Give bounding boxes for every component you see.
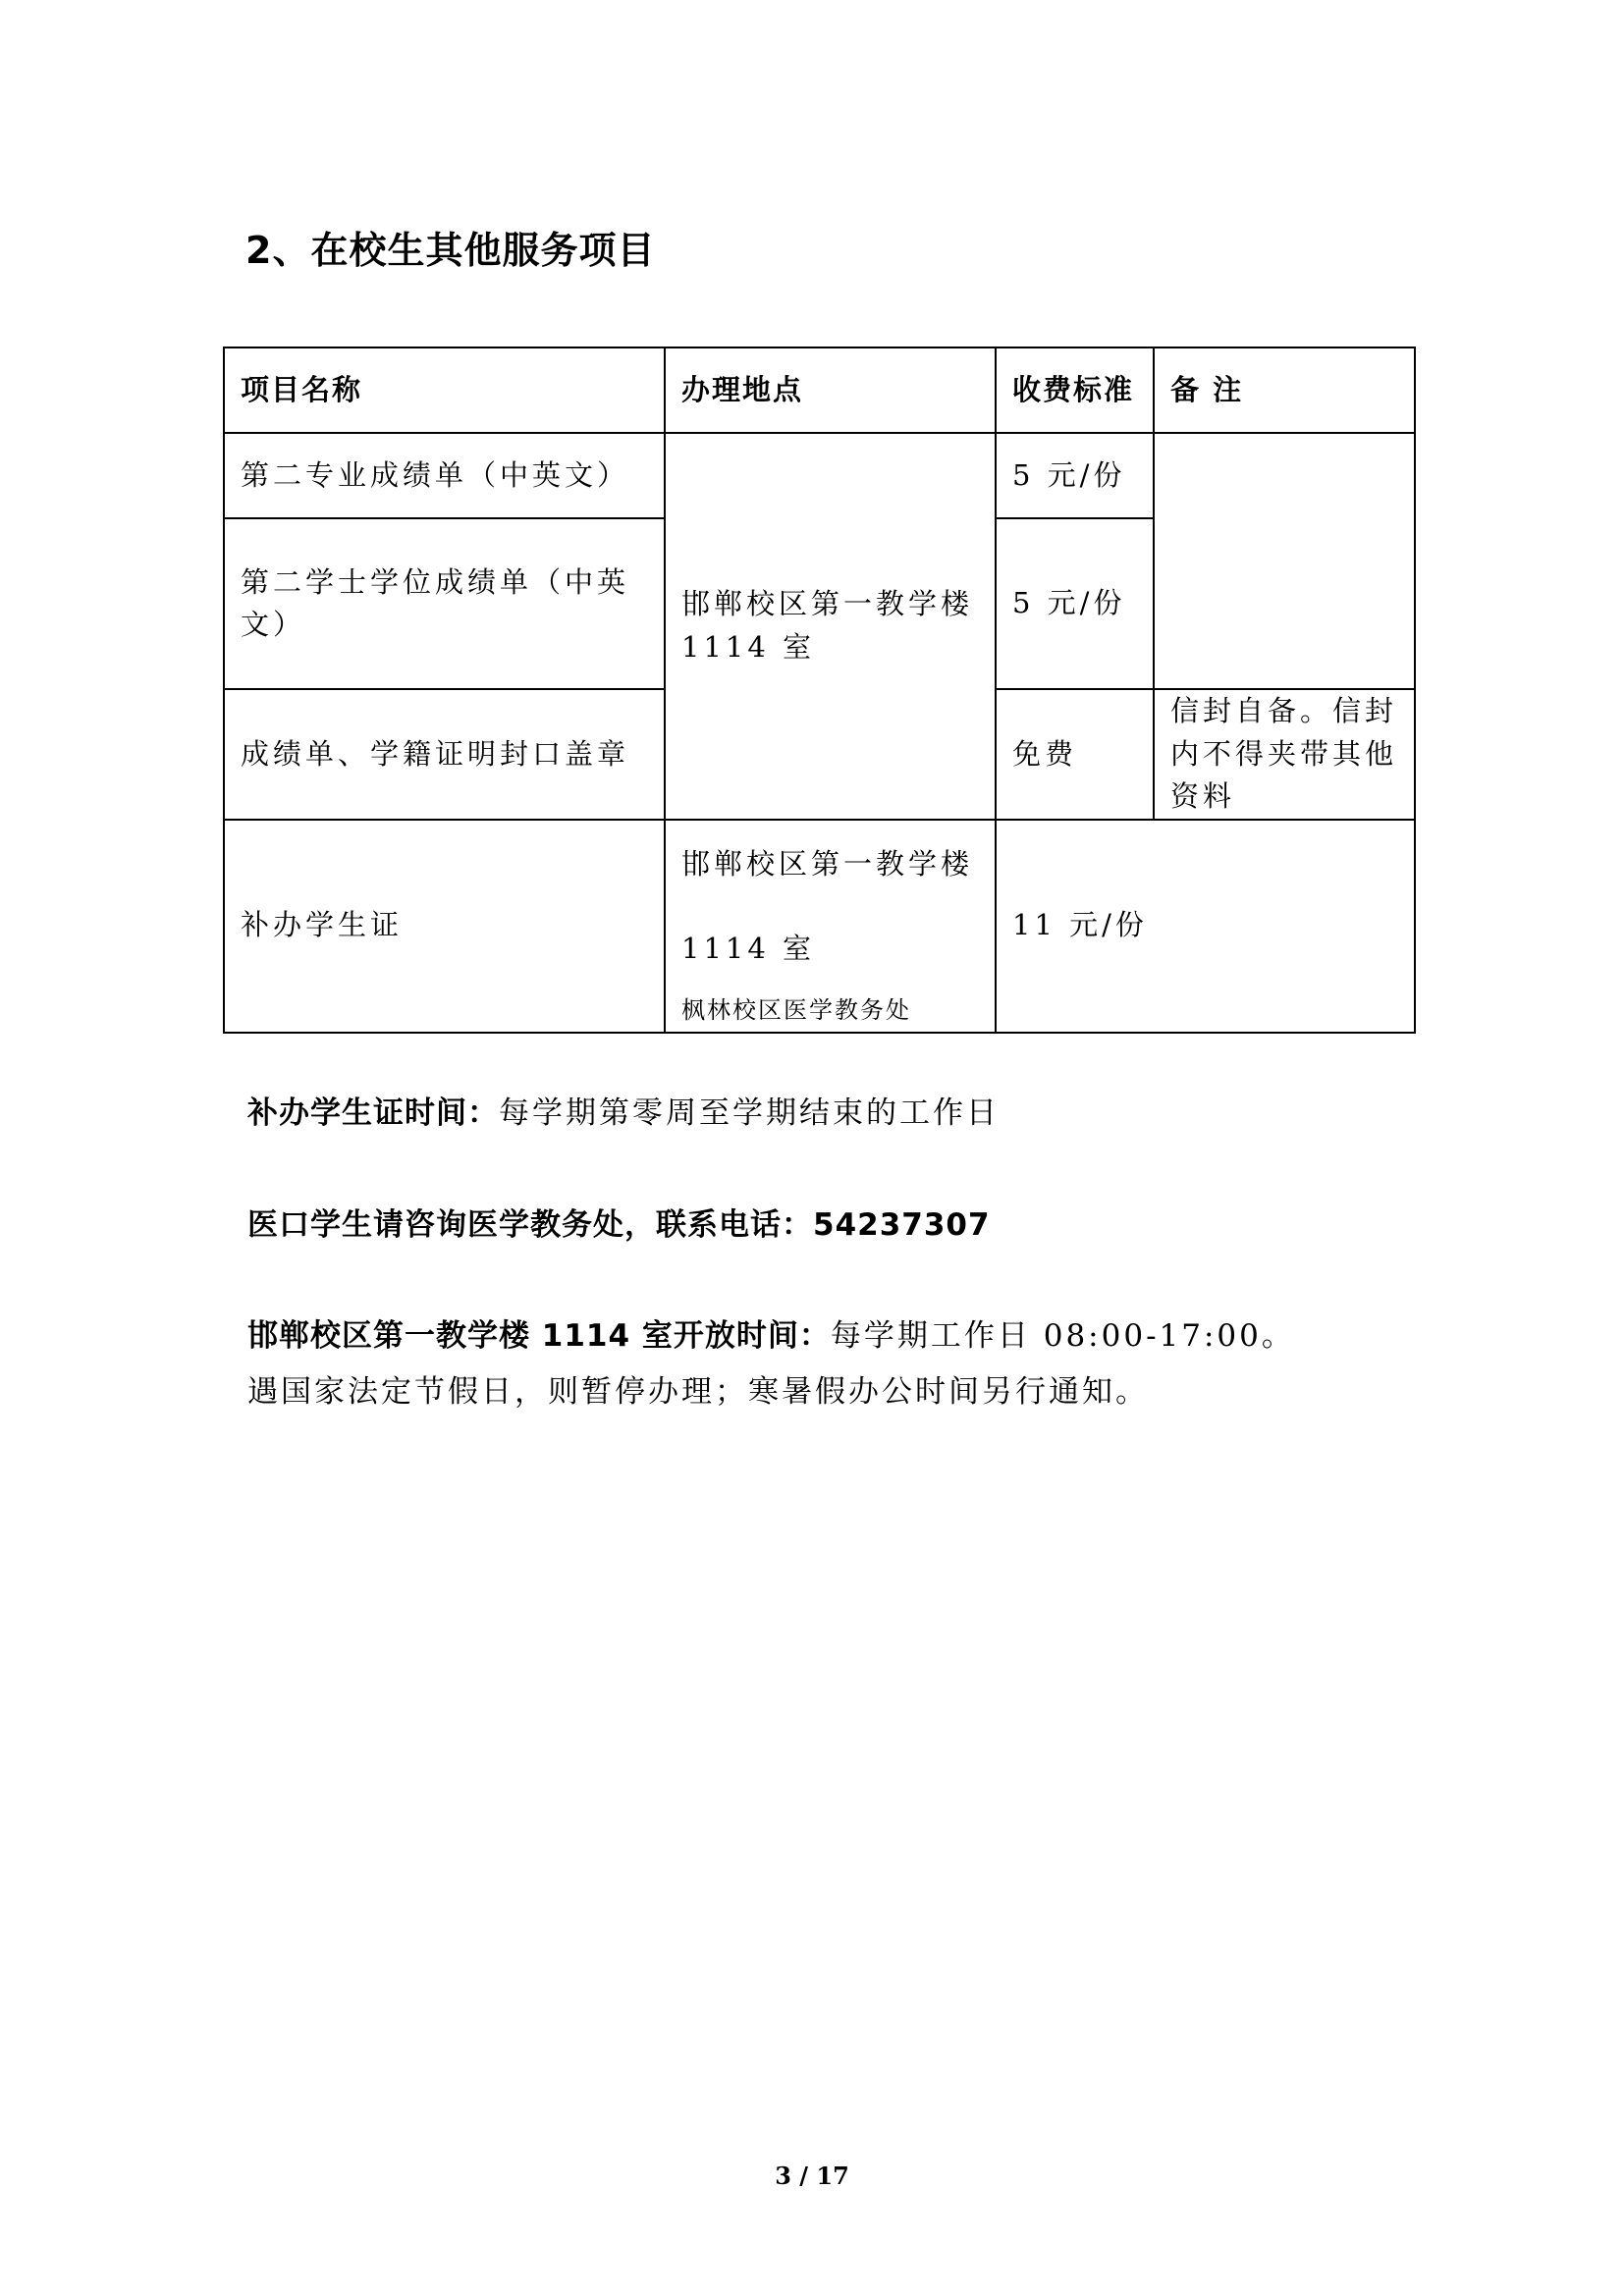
item-name: 第二专业成绩单（中英文）	[224, 433, 665, 518]
service-table	[223, 347, 1416, 1034]
item-name: 成绩单、学籍证明封口盖章	[224, 689, 665, 820]
fee-cell: 免费	[996, 689, 1154, 820]
card-time-text: 每学期第零周至学期结束的工作日	[499, 1095, 1000, 1131]
holiday-text: 遇国家法定节假日，则暂停办理；寒暑假办公时间另行通知。	[247, 1374, 1149, 1410]
card-time-label: 补办学生证时间：	[247, 1095, 499, 1131]
header-fee: 收费标准	[996, 347, 1154, 433]
location-medical: 枫林校区医学教务处	[681, 996, 911, 1024]
fee-cell: 5 元/份	[996, 518, 1154, 689]
table-header-row	[224, 347, 1415, 433]
header-location: 办理地点	[665, 347, 996, 433]
fee-cell: 5 元/份	[996, 433, 1154, 518]
table-row	[224, 433, 1415, 518]
location-cell	[665, 433, 996, 820]
table-row	[224, 820, 1415, 1033]
location-line: 邯郸校区第一教学楼	[681, 587, 974, 621]
item-name: 第二学士学位成绩单（中英文）	[224, 518, 665, 689]
fee-cell: 11 元/份	[996, 820, 1415, 1033]
card-time-note	[247, 1088, 1000, 1132]
page-number: 3 / 17	[775, 2162, 849, 2190]
location-room: 1114 室	[681, 932, 816, 965]
remarks-empty	[1154, 433, 1415, 689]
office-hours-label: 邯郸校区第一教学楼 1114 室开放时间：	[247, 1318, 831, 1354]
medical-contact-text: 医口学生请咨询医学教务处，联系电话：54237307	[247, 1207, 991, 1243]
medical-contact-note	[247, 1200, 991, 1244]
location-line: 邯郸校区第一教学楼	[681, 847, 974, 881]
location-cell	[665, 820, 996, 1033]
item-name: 补办学生证	[224, 820, 665, 1033]
section-heading: 2、在校生其他服务项目	[245, 229, 656, 272]
location-room: 1114 室	[681, 629, 816, 664]
office-hours-text: 每学期工作日 08:00-17:00。	[830, 1318, 1295, 1354]
header-item-name: 项目名称	[224, 347, 665, 433]
office-hours-note	[247, 1308, 1295, 1420]
remarks-cell: 信封自备。信封内不得夹带其他资料	[1154, 689, 1415, 820]
header-remarks: 备 注	[1154, 347, 1415, 433]
